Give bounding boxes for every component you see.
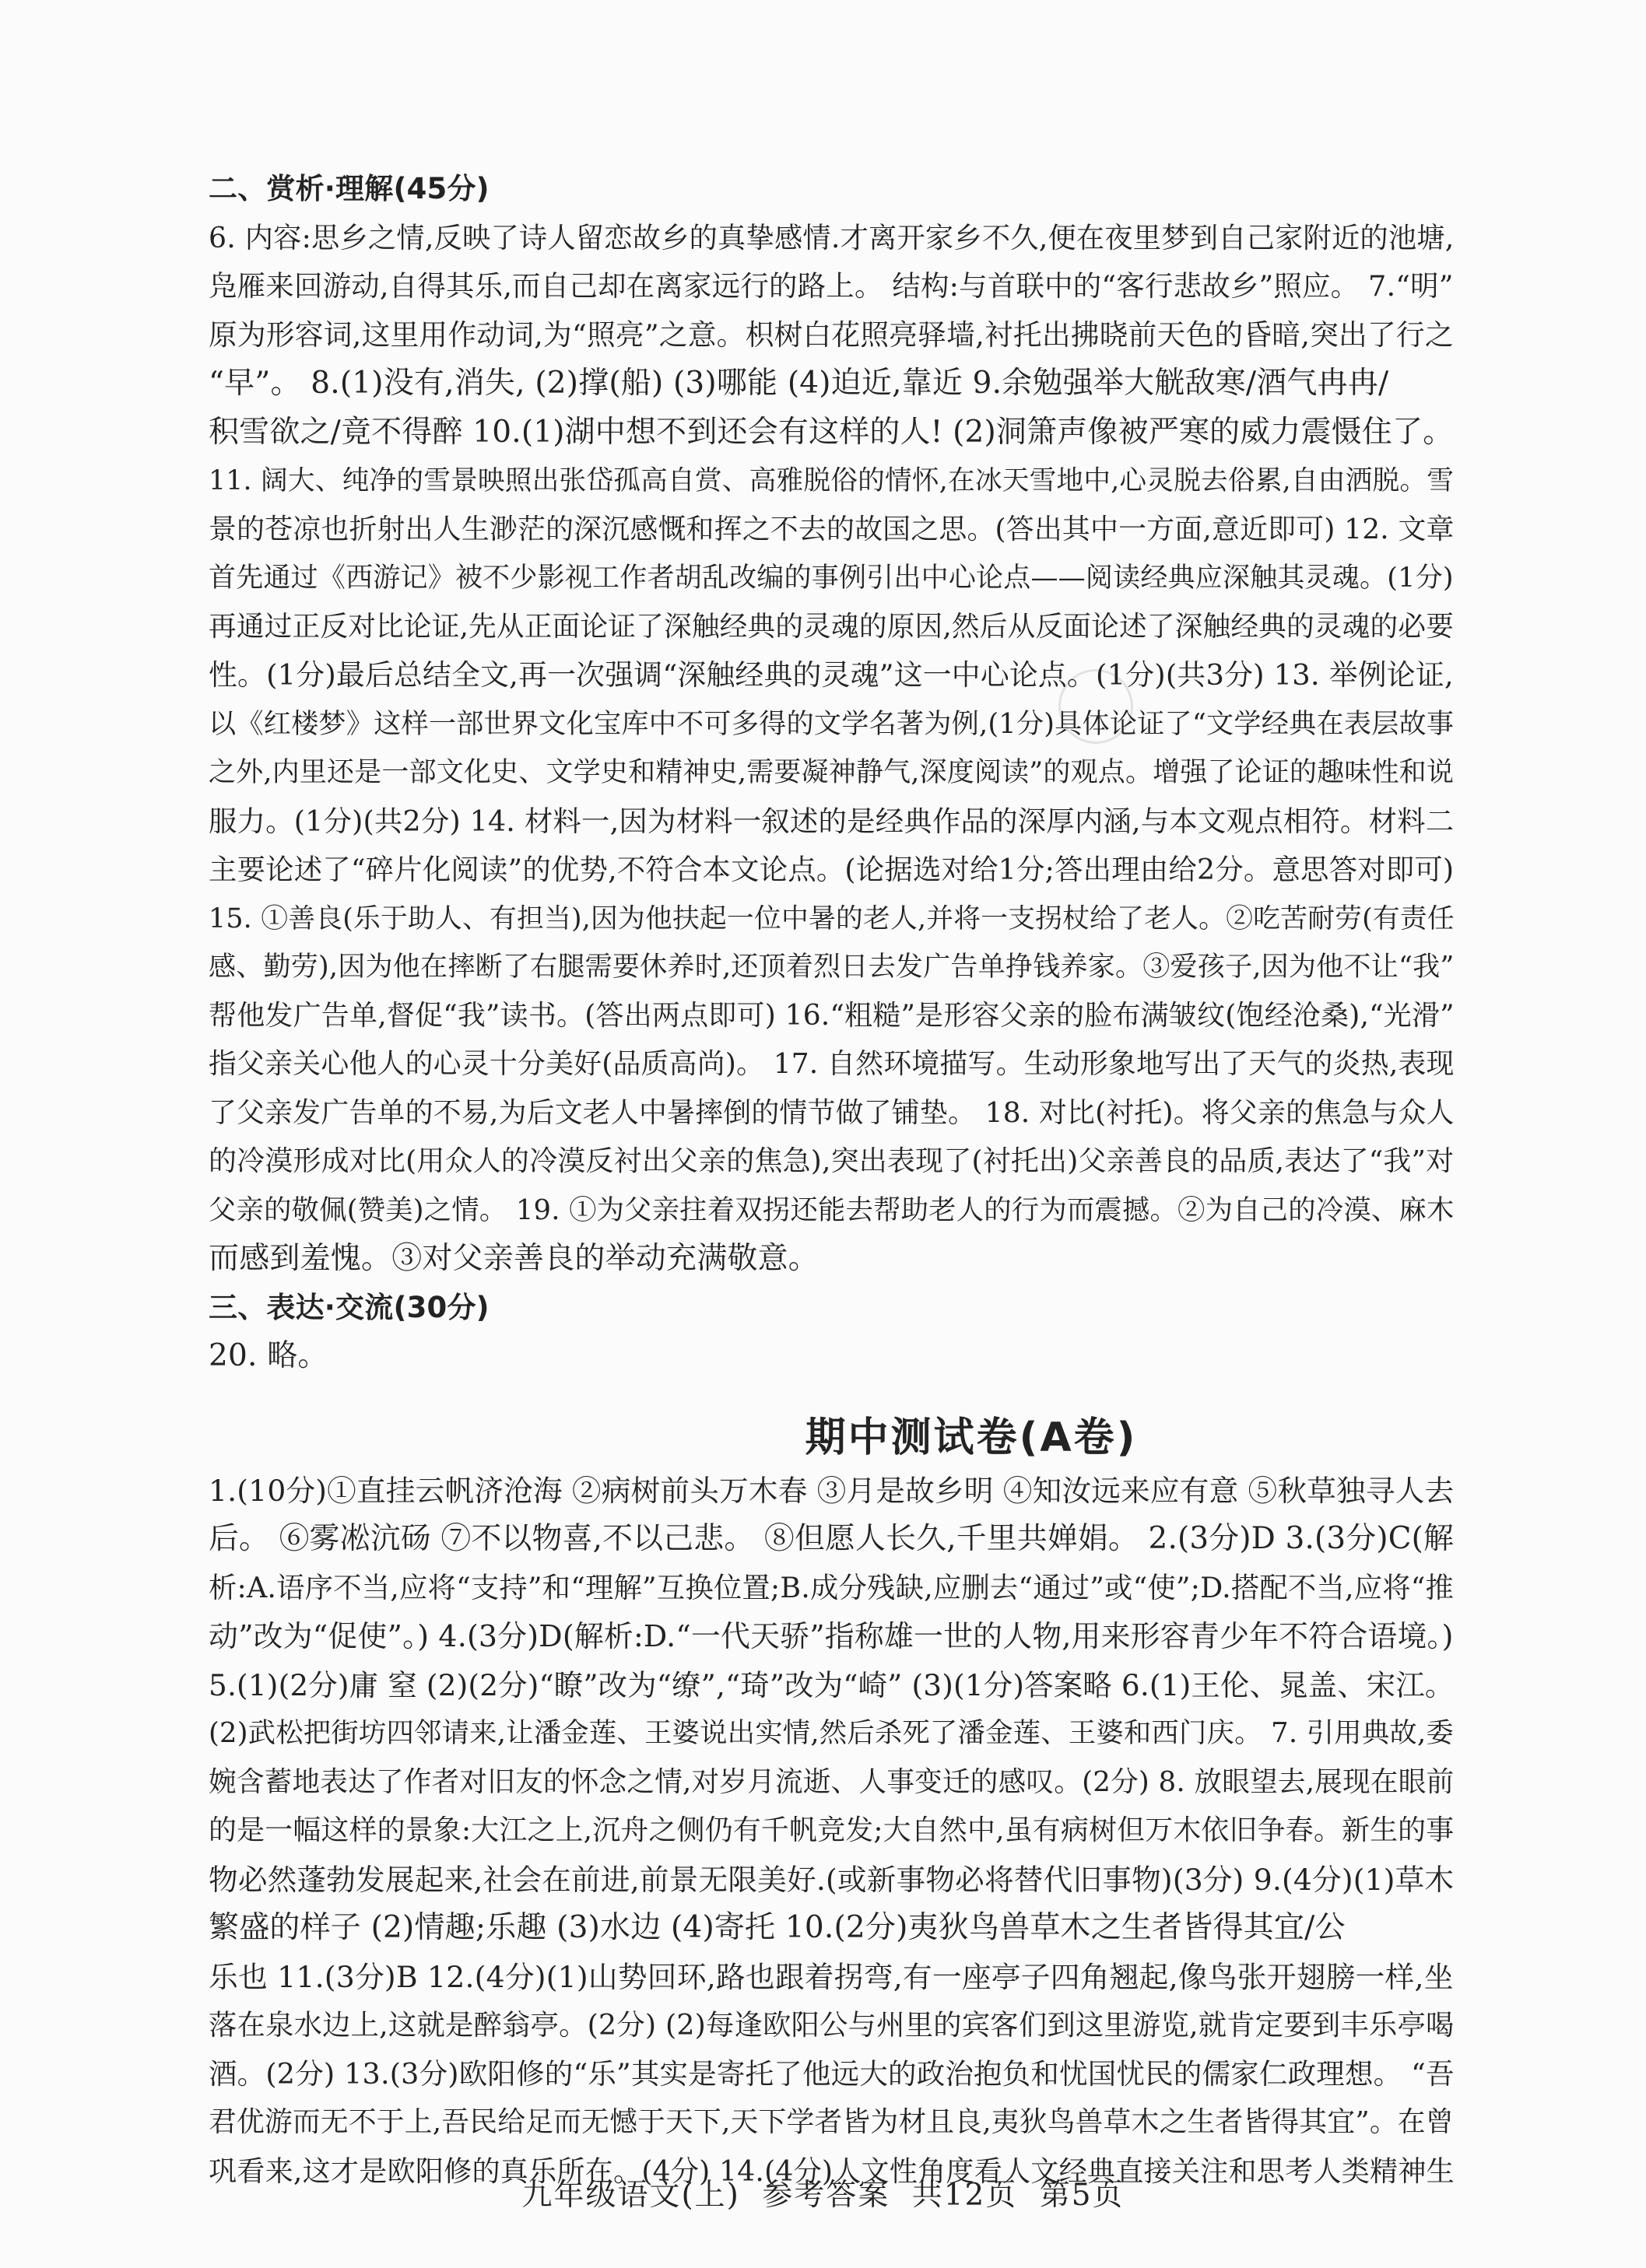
page-content [209,165,1646,2196]
text-line: “早”。 8.(1)没有,消失, (2)撑(船) (3)哪能 (4)迫近,靠近 9.余勉强举大觥敌寒/酒气冉冉/ [209,366,1389,401]
text-line: 帮他发广告单,督促“我”读书。(答出两点即可) 16.“粗糙”是形容父亲的脸布满皱纹(饱经沧桑),“光滑” [209,999,1455,1032]
text-line: 原为形容词,这里用作动词,为“照亮”之意。枳树白花照亮驿墙,衬托出拂晓前天色的昏暗,突出了行之 [209,317,1454,352]
text-line: 父亲的敬佩(赞美)之情。 19. ①为父亲拄着双拐还能去帮助老人的行为而震撼。②为自己的冷漠、麻木 [209,1194,1455,1226]
text-line: 析:A.语序不当,应将“支持”和“理解”互换位置;B.成分残缺,应删去“通过”或“使”;D.搭配不当,应将“推 [209,1570,1455,1604]
watermark-stamp [1058,669,1133,744]
text-line: 以《红楼梦》这样一部世界文化宝库中不可多得的文学名著为例,(1分)具体论证了“文学经典在表层故事 [209,707,1455,740]
text-line: 酒。(2分) 13.(3分)欧阳修的“乐”其实是寄托了他远大的政治抱负和忧国忧民的儒家仁政理想。 “吾 [209,2056,1455,2091]
section-2-heading: 二、赏析·理解(45分) [209,172,490,205]
text-line: 落在泉水边上,这就是醉翁亭。(2分) (2)每逢欧阳公与州里的宾客们到这里游览,就肯定要到丰乐亭喝 [209,2008,1455,2042]
text-line: 15. ①善良(乐于助人、有担当),因为他扶起一位中暑的老人,并将一支拐杖给了老人。②吃苦耐劳(有责任 [209,903,1455,934]
midterm-title-row [209,1381,1646,1467]
section-2-body [209,214,1646,1284]
text-line: 景的苍凉也折射出人生渺茫的深沉感慨和挥之不去的故国之思。(答出其中一方面,意近即可) 12. 文章 [209,513,1455,545]
text-line: 指父亲关心他人的心灵十分美好(品质高尚)。 17. 自然环境描写。生动形象地写出了天气的炎热,表现 [209,1048,1455,1080]
text-line: 积雪欲之/竟不得醉 10.(1)湖中想不到还会有这样的人! (2)洞箫声像被严寒的威力震慑住了。 [209,414,1454,450]
text-line: 再通过正反对比论证,先从正面论证了深触经典的灵魂的原因,然后从反面论述了深触经典的灵魂的必要 [209,610,1455,643]
page-footer: 九年级语文(上) 参考答案 共12页 第5页 [521,2178,1125,2213]
text-line: 6. 内容:思乡之情,反映了诗人留恋故乡的真挚感情.才离开家乡不久,便在夜里梦到自己家附近的池塘, [209,220,1455,254]
text-line: 性。(1分)最后总结全文,再一次强调“深触经典的灵魂”这一中心论点。(1分)(共3分) 13. 举例论证, [209,658,1454,692]
text-line: 1.(10分)①直挂云帆济沧海 ②病树前头万木春 ③月是故乡明 ④知汝远来应有意 ⑤秋草独寻人去 [209,1473,1455,1508]
midterm-body [209,1467,1646,2196]
text-line: 婉含蓄地表达了作者对旧友的怀念之情,对岁月流逝、人事变迁的感叹。(2分) 8. 放眼望去,展现在眼前 [209,1765,1455,1798]
text-line: 君优游而无不于上,吾民给足而无憾于天下,天下学者皆为材且良,夷狄鸟兽草木之生者皆得其宜”。在曾 [209,2106,1454,2138]
text-line: 而感到羞愧。③对父亲善良的举动充满敬意。 [209,1241,819,1276]
text-line: 5.(1)(2分)庸 窒 (2)(2分)“瞭”改为“缭”,“琦”改为“崎” (3)(1分)答案略 6.(1)王伦、晁盖、宋江。 [209,1667,1455,1702]
text-line: 之外,内里还是一部文化史、文学史和精神史,需要凝神静气,深度阅读”的观点。增强了论证的趣味性和说 [209,757,1455,788]
text-line: 巩看来,这才是欧阳修的真乐所在。(4分) 14.(4分)人文性角度看人文经典直接关注和思考人类精神生 [209,2154,1455,2188]
text-line: 感、勤劳),因为他在摔断了右腿需要休养时,还顶着烈日去发广告单挣钱养家。③爱孩子,因为他不让“我” [209,951,1455,983]
text-line: 20. 略。 [209,1338,328,1373]
text-line: 凫雁来回游动,自得其乐,而自己却在离家远行的路上。 结构:与首联中的“客行悲故乡”照应。 7.“明” [209,269,1454,303]
text-line: 后。 ⑥雾凇沆砀 ⑦不以物喜,不以己悲。 ⑧但愿人长久,千里共婵娟。 2.(3分)D 3.(3分)C(解 [209,1521,1455,1556]
text-line: 乐也 11.(3分)B 12.(4分)(1)山势回环,路也跟着拐弯,有一座亭子四角翘起,像鸟张开翅膀一样,坐 [209,1959,1454,1994]
text-line: 繁盛的样子 (2)情趣;乐趣 (3)水边 (4)寄托 10.(2分)夷狄鸟兽草木之生者皆得其宜/公 [209,1910,1346,1945]
section-3-heading: 三、表达·交流(30分) [209,1290,490,1324]
text-line: 的是一幅这样的景象:大江之上,沉舟之侧仍有千帆竞发;大自然中,虽有病树但万木依旧争春。新生的事 [209,1814,1455,1846]
text-line: 物必然蓬勃发展起来,社会在前进,前景无限美好.(或新事物必将替代旧事物)(3分) 9.(4分)(1)草木 [209,1862,1455,1897]
text-line: (2)武松把街坊四邻请来,让潘金莲、王婆说出实情,然后杀死了潘金莲、王婆和西门庆。 7. 引用典故,委 [209,1717,1454,1749]
text-line: 11. 阔大、纯净的雪景映照出张岱孤高自赏、高雅脱俗的情怀,在冰天雪地中,心灵脱去俗累,自由洒脱。雪 [209,465,1455,496]
text-line: 服力。(1分)(共2分) 14. 材料一,因为材料一叙述的是经典作品的深厚内涵,与本文观点相符。材料二 [209,804,1455,838]
text-line: 了父亲发广告单的不易,为后文老人中暑摔倒的情节做了铺垫。 18. 对比(衬托)。将父亲的焦急与众人 [209,1096,1455,1129]
text-line: 首先通过《西游记》被不少影视工作者胡乱改编的事例引出中心论点——阅读经典应深触其灵魂。(1分) [209,562,1454,594]
text-line: 动”改为“促使”。) 4.(3分)D(解析:D.“一代天骄”指称雄一世的人物,用来形容青少年不符合语境。) [209,1619,1454,1653]
text-line: 的冷漠形成对比(用众人的冷漠反衬出父亲的焦急),突出表现了(衬托出)父亲善良的品质,表达了“我”对 [209,1145,1455,1177]
midterm-title: 期中测试卷(A卷) [805,1414,1138,1461]
text-line: 主要论述了“碎片化阅读”的优势,不符合本文论点。(论据选对给1分;答出理由给2分。意思答对即可) [209,853,1455,886]
